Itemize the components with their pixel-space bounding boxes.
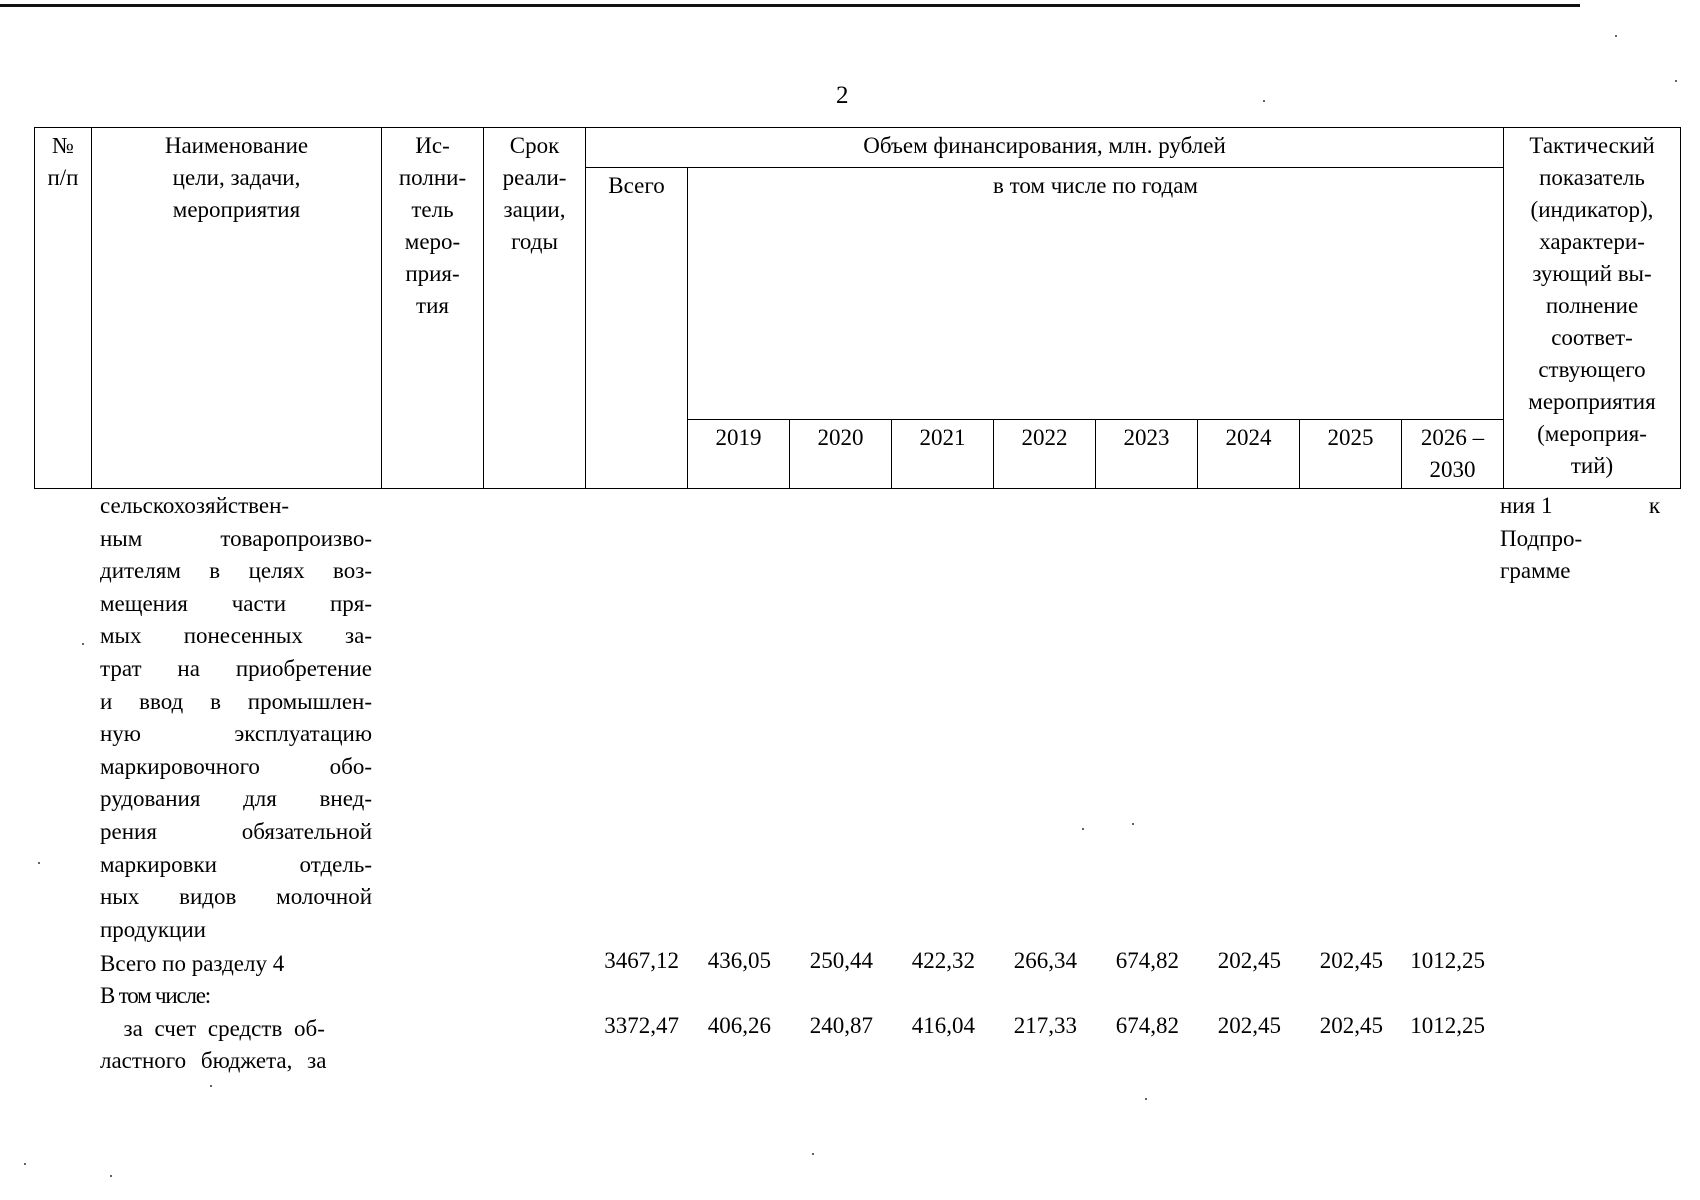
header-col-name-line: Наименование bbox=[164, 133, 309, 158]
row-total-value: 202,45 bbox=[1319, 948, 1383, 973]
description-line: мых понесенных за- bbox=[100, 623, 372, 649]
header-col-name bbox=[92, 128, 382, 489]
indicator-line: Подпро- bbox=[1500, 525, 1583, 551]
header-col-executor bbox=[382, 128, 484, 489]
header-funding-title: Объем финансирования, млн. рублей bbox=[586, 128, 1504, 168]
scan-speck bbox=[812, 1153, 814, 1155]
scan-speck bbox=[38, 862, 40, 864]
scan-speck bbox=[210, 1085, 212, 1087]
scan-speck bbox=[110, 1175, 112, 1177]
scan-speck bbox=[1082, 828, 1084, 830]
header-col-total: Всего bbox=[586, 168, 688, 489]
row-regional-value: 202,45 bbox=[1319, 1013, 1383, 1038]
row-regional-value: 1012,25 bbox=[1410, 1013, 1485, 1038]
row-including-label: В том числе: bbox=[100, 983, 210, 1008]
header-col-executor-line: Ис- bbox=[415, 133, 450, 158]
description-line: маркировки отдель- bbox=[100, 851, 372, 877]
row-total-value: 202,45 bbox=[1217, 948, 1281, 973]
description-line: дителям в целях воз- bbox=[100, 558, 372, 584]
header-col-indicator-line: соответ- bbox=[1551, 325, 1633, 350]
description-line: ную эксплуатацию bbox=[100, 721, 372, 747]
header-by-years: в том числе по годам bbox=[688, 168, 1504, 420]
row-total-value: 266,34 bbox=[1013, 948, 1077, 973]
header-year: 2024 bbox=[1198, 420, 1300, 489]
scan-speck bbox=[24, 1163, 26, 1165]
funding-table-header bbox=[34, 127, 1681, 489]
description-line: ных видов молочной bbox=[100, 884, 372, 910]
header-col-indicator-line: Тактический bbox=[1529, 133, 1655, 158]
row-regional-value: 416,04 bbox=[911, 1013, 975, 1038]
description-line: и ввод в промышлен- bbox=[100, 688, 372, 714]
header-year: 2021 bbox=[892, 420, 994, 489]
row-total-value: 422,32 bbox=[911, 948, 975, 973]
header-col-number-line: № bbox=[52, 133, 74, 158]
description-line: маркировочного обо- bbox=[100, 753, 372, 779]
row-total-value: 1012,25 bbox=[1410, 948, 1485, 973]
page-number: 2 bbox=[836, 82, 849, 109]
row-total-value: 674,82 bbox=[1115, 948, 1179, 973]
scan-speck bbox=[82, 643, 84, 645]
header-col-indicator-line: (мероприя- bbox=[1537, 421, 1647, 446]
indicator-k: к bbox=[1648, 493, 1660, 518]
header-col-name-line: цели, задачи, bbox=[172, 165, 301, 190]
scan-speck bbox=[1615, 35, 1617, 37]
description-line: рудования для внед- bbox=[100, 786, 372, 812]
header-col-term bbox=[484, 128, 586, 489]
header-col-number bbox=[35, 128, 92, 489]
header-col-executor-line: полни- bbox=[398, 165, 467, 190]
header-col-executor-line: прия- bbox=[405, 261, 460, 286]
description-line: сельскохозяйствен- bbox=[100, 493, 290, 518]
row-total-value: 250,44 bbox=[809, 948, 873, 973]
header-year: 2019 bbox=[688, 420, 790, 489]
row-regional-value: 3372,47 bbox=[604, 1013, 679, 1038]
row-regional-value: 217,33 bbox=[1013, 1013, 1077, 1038]
header-col-executor-line: тель bbox=[411, 197, 454, 222]
header-col-term-line: зации, bbox=[503, 197, 566, 222]
description-line: рения обязательной bbox=[100, 818, 372, 844]
header-col-name-line: мероприятия bbox=[172, 197, 301, 222]
top-border-line bbox=[0, 4, 1580, 7]
scan-speck bbox=[1675, 80, 1677, 82]
activity-description bbox=[100, 490, 372, 946]
header-year: 2025 bbox=[1300, 420, 1402, 489]
header-col-number-line: п/п bbox=[47, 165, 79, 190]
header-col-indicator-line: характери- bbox=[1539, 229, 1645, 254]
indicator-line: ния 1 bbox=[1500, 493, 1553, 518]
header-col-indicator bbox=[1504, 128, 1681, 489]
scan-speck bbox=[1132, 823, 1134, 825]
header-col-indicator-line: показатель bbox=[1539, 165, 1645, 190]
row-regional-label: ластного бюджета, за bbox=[100, 1048, 327, 1073]
row-regional-value: 406,26 bbox=[707, 1013, 771, 1038]
header-col-indicator-line: ствующего bbox=[1538, 357, 1646, 382]
indicator-reference bbox=[1500, 490, 1660, 588]
row-regional-value: 674,82 bbox=[1115, 1013, 1179, 1038]
row-total-value: 3467,12 bbox=[604, 948, 679, 973]
scan-speck bbox=[1263, 100, 1265, 102]
row-regional-label: за счет средств об- bbox=[100, 1016, 325, 1041]
header-col-executor-line: тия bbox=[416, 293, 449, 318]
row-total-value: 436,05 bbox=[707, 948, 771, 973]
header-col-indicator-line: полнение bbox=[1545, 293, 1639, 318]
header-col-indicator-line: (индикатор), bbox=[1530, 197, 1654, 222]
row-regional-value: 202,45 bbox=[1217, 1013, 1281, 1038]
description-line: мещения части пря- bbox=[100, 590, 372, 616]
header-col-term-line: Срок bbox=[509, 133, 560, 158]
scan-speck bbox=[1145, 1098, 1147, 1100]
header-year: 2026 – 2030 bbox=[1402, 420, 1504, 489]
header-col-executor-line: меро- bbox=[404, 229, 461, 254]
header-col-term-line: реали- bbox=[502, 165, 567, 190]
description-line: продукции bbox=[100, 916, 206, 942]
description-line: трат на приобретение bbox=[100, 655, 372, 681]
header-year: 2023 bbox=[1096, 420, 1198, 489]
header-year: 2022 bbox=[994, 420, 1096, 489]
header-year: 2020 bbox=[790, 420, 892, 489]
header-col-term-line: годы bbox=[511, 229, 558, 254]
row-regional-value: 240,87 bbox=[809, 1013, 873, 1038]
header-col-indicator-line: зующий вы- bbox=[1532, 261, 1652, 286]
header-col-indicator-line: мероприятия bbox=[1528, 389, 1656, 414]
description-line: ным товаропроизво- bbox=[100, 525, 372, 551]
row-total-label: Всего по разделу 4 bbox=[100, 951, 285, 976]
indicator-line: грамме bbox=[1500, 558, 1571, 584]
header-col-indicator-line: тий) bbox=[1570, 453, 1614, 478]
